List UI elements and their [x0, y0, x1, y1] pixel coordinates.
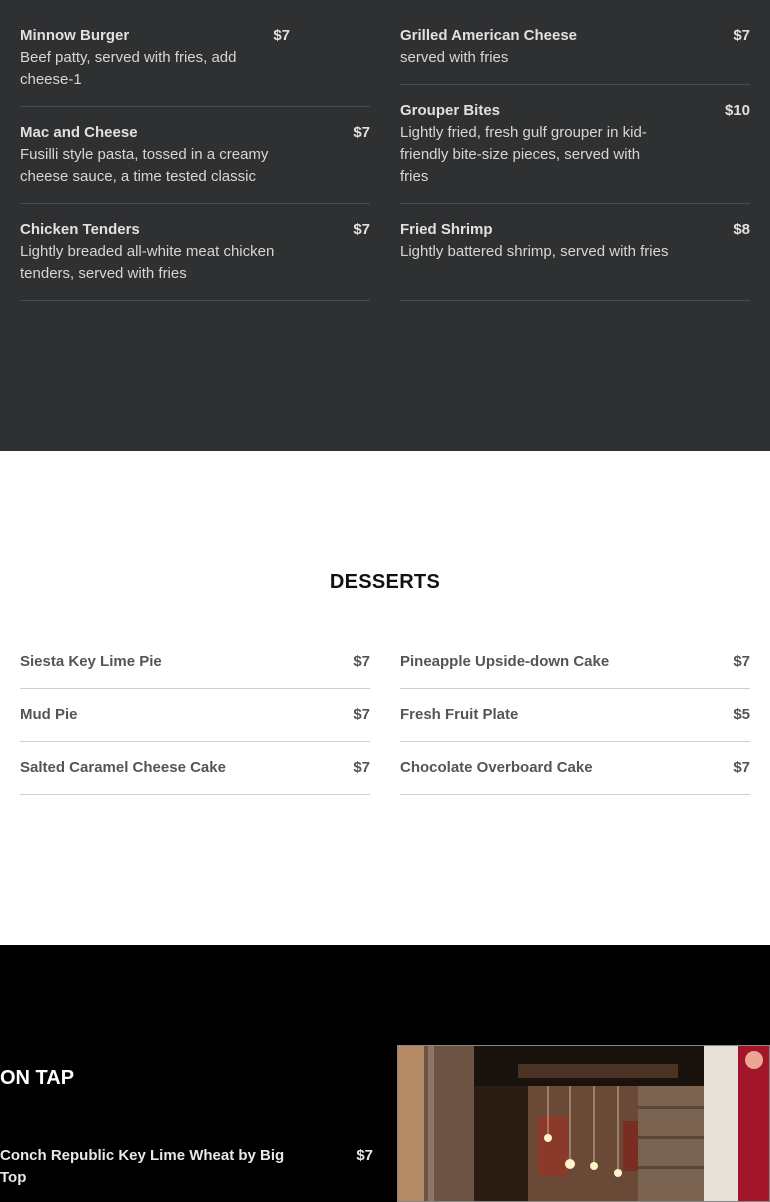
menu-item-name: Mac and Cheese	[20, 124, 138, 141]
menu-item	[400, 651, 750, 673]
menu-item-price: $7	[733, 759, 750, 776]
menu-item-name: Grouper Bites	[400, 102, 501, 119]
divider	[20, 203, 370, 204]
menu-item	[20, 25, 290, 91]
divider	[400, 203, 750, 204]
divider	[20, 300, 370, 301]
menu-item-price: $7	[353, 221, 370, 238]
section-title: ON TAP	[0, 1067, 75, 1089]
divider	[400, 794, 750, 795]
menu-item-description: Lightly fried, fresh gulf grouper in kid-friendly bite-size pieces, served with fries	[400, 124, 647, 185]
menu-item	[400, 100, 750, 188]
menu-item	[400, 219, 750, 263]
divider	[400, 84, 750, 85]
section-title: DESSERTS	[329, 571, 441, 593]
desserts-section	[0, 451, 770, 945]
menu-item-description: Fusilli style pasta, tossed in a creamy cheese sauce, a time tested classic	[20, 146, 269, 185]
divider	[20, 688, 370, 689]
divider	[400, 741, 750, 742]
menu-item	[400, 757, 750, 779]
menu-item-description: served with fries	[400, 49, 509, 66]
menu-item-price: $7	[356, 1147, 373, 1164]
menu-item-price: $10	[724, 102, 750, 119]
menu-item-price: $7	[733, 27, 750, 44]
menu-item-description: Lightly battered shrimp, served with fries	[400, 243, 669, 260]
menu-item-name: Minnow Burger	[20, 27, 130, 44]
menu-item-name: Mud Pie	[20, 706, 78, 723]
menu-item-name: Fresh Fruit Plate	[400, 706, 519, 723]
menu-item-name: Conch Republic Key Lime Wheat by Big Top	[0, 1147, 285, 1186]
menu-item-description: Lightly breaded all-white meat chicken tenders, served with fries	[20, 243, 275, 282]
menu-item-name: Fried Shrimp	[400, 221, 493, 238]
divider	[400, 300, 750, 301]
menu-item-price: $7	[273, 27, 290, 44]
menu-item	[20, 122, 370, 188]
divider	[400, 688, 750, 689]
menu-item-name: Chicken Tenders	[20, 221, 140, 238]
menu-item-price: $7	[353, 759, 370, 776]
menu-item	[20, 651, 370, 673]
menu-item-description: Beef patty, served with fries, add cheese-1	[20, 49, 237, 88]
menu-item-name: Grilled American Cheese	[400, 27, 578, 44]
menu-item-price: $5	[733, 706, 750, 723]
divider	[20, 106, 370, 107]
menu-item-name: Pineapple Upside-down Cake	[400, 653, 610, 670]
menu-item-name: Chocolate Overboard Cake	[400, 759, 593, 776]
menu-item	[0, 1145, 373, 1189]
menu-item-price: $7	[733, 653, 750, 670]
menu-item-price: $7	[353, 124, 370, 141]
restaurant-interior-photo	[397, 1045, 770, 1202]
kids-menu-section	[0, 0, 770, 451]
menu-item	[20, 757, 370, 779]
menu-item-name: Salted Caramel Cheese Cake	[20, 759, 226, 776]
divider	[20, 741, 370, 742]
divider	[20, 794, 370, 795]
menu-item	[20, 704, 370, 726]
menu-item	[400, 25, 750, 69]
menu-item-name: Siesta Key Lime Pie	[20, 653, 162, 670]
on-tap-section	[0, 945, 770, 1202]
menu-item	[400, 704, 750, 726]
menu-item-price: $7	[353, 653, 370, 670]
menu-item-price: $8	[733, 221, 750, 238]
menu-item-price: $7	[353, 706, 370, 723]
menu-item	[20, 219, 370, 285]
